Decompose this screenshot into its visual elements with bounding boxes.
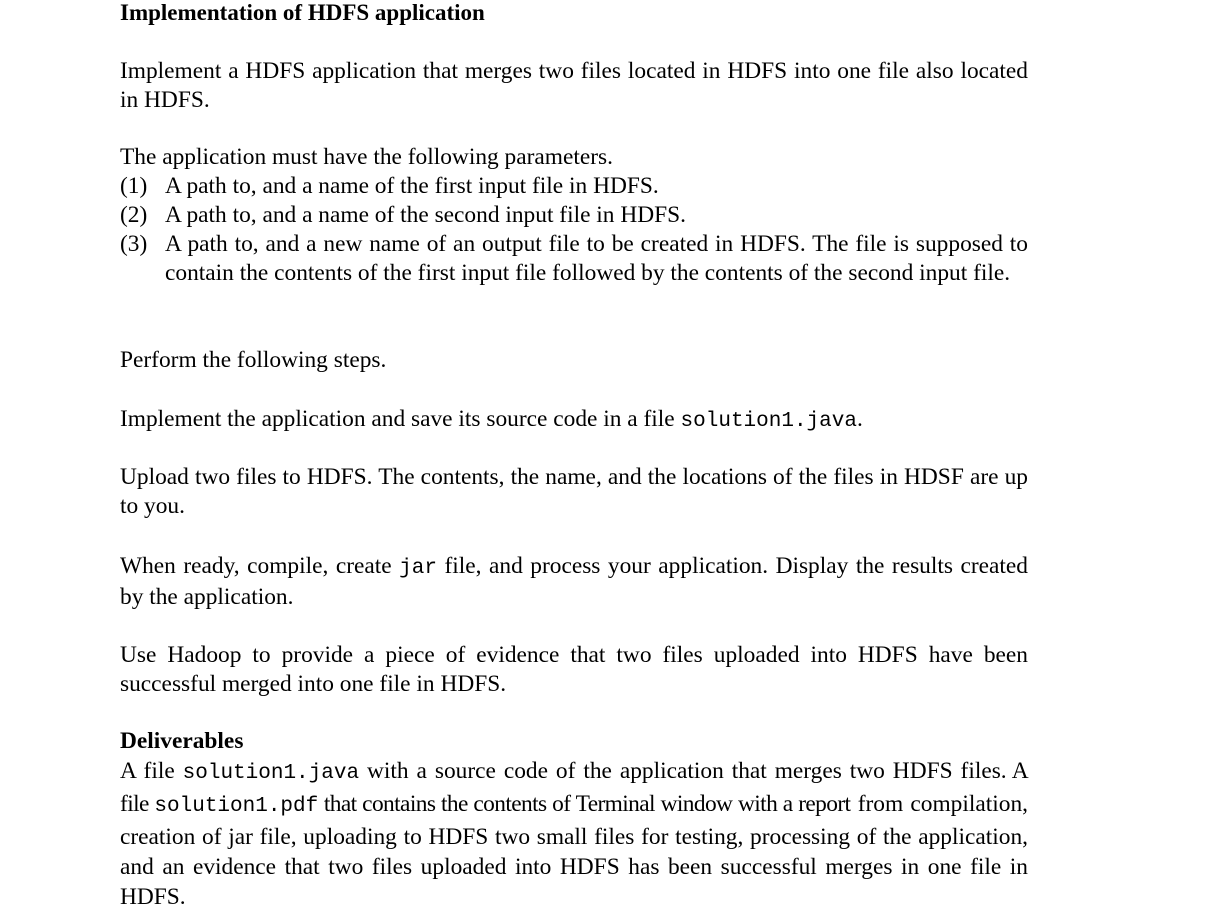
deliverable-pdf-filename: solution1.pdf xyxy=(154,795,319,818)
source-filename: solution1.java xyxy=(680,410,857,433)
parameter-number: (2) xyxy=(120,202,148,228)
step-implement-end: . xyxy=(856,406,863,432)
document-title: Implementation of HDFS application xyxy=(120,0,485,25)
parameter-number: (1) xyxy=(120,173,148,199)
intro-paragraph: Implement a HDFS application that merges two files located in HDFS into one file also located in HDFS. xyxy=(120,58,1028,113)
parameters-intro: The application must have the following parameters. xyxy=(120,144,613,170)
parameters-list xyxy=(120,172,1028,288)
deliverable-3-text: from compilation, creation of jar file, uploading to HDFS two small files for testing, processing of the application, and an evidence that two files uploaded into HDFS has been successful merges in one file in HDFS. xyxy=(120,791,1028,910)
step-compile xyxy=(120,552,1028,612)
deliverables-paragraph xyxy=(120,756,1028,912)
parameter-item xyxy=(120,172,1028,201)
step-compile-end: file, and process your application. Display the results created by the application. xyxy=(120,553,1028,610)
parameter-text: A path to, and a new name of an output file to be created in HDFS. The file is supposed to contain the contents of the first input file followed by the contents of the second input file. xyxy=(165,231,1028,286)
step-implement-text: Implement the application and save its source code in a file xyxy=(120,406,681,432)
step-compile-text: When ready, compile, create xyxy=(120,553,400,579)
jar-keyword: jar xyxy=(399,557,437,580)
parameter-item xyxy=(120,201,1028,230)
deliverable-1-end: with a source code of the application that merges two HDFS files. xyxy=(359,758,1007,784)
deliverable-2-text: A file xyxy=(120,758,1028,817)
deliverable-1-text: A file xyxy=(120,758,183,784)
steps-intro: Perform the following steps. xyxy=(120,347,387,373)
parameter-text: A path to, and a name of the second input file in HDFS. xyxy=(165,202,687,228)
deliverables-heading: Deliverables xyxy=(120,728,244,754)
step-upload: Upload two files to HDFS. The contents, the name, and the locations of the files in HDSF are up to you. xyxy=(120,464,1028,519)
step-evidence: Use Hadoop to provide a piece of evidence that two files uploaded into HDFS have been successful merged into one file in HDFS. xyxy=(120,642,1028,697)
parameter-text: A path to, and a name of the first input file in HDFS. xyxy=(165,173,659,199)
parameter-item xyxy=(120,230,1028,288)
deliverable-2-end: that contains the contents of Terminal window with a report xyxy=(318,791,851,817)
step-implement xyxy=(120,405,1028,436)
deliverable-java-filename: solution1.java xyxy=(182,762,360,785)
parameter-number: (3) xyxy=(120,231,148,257)
